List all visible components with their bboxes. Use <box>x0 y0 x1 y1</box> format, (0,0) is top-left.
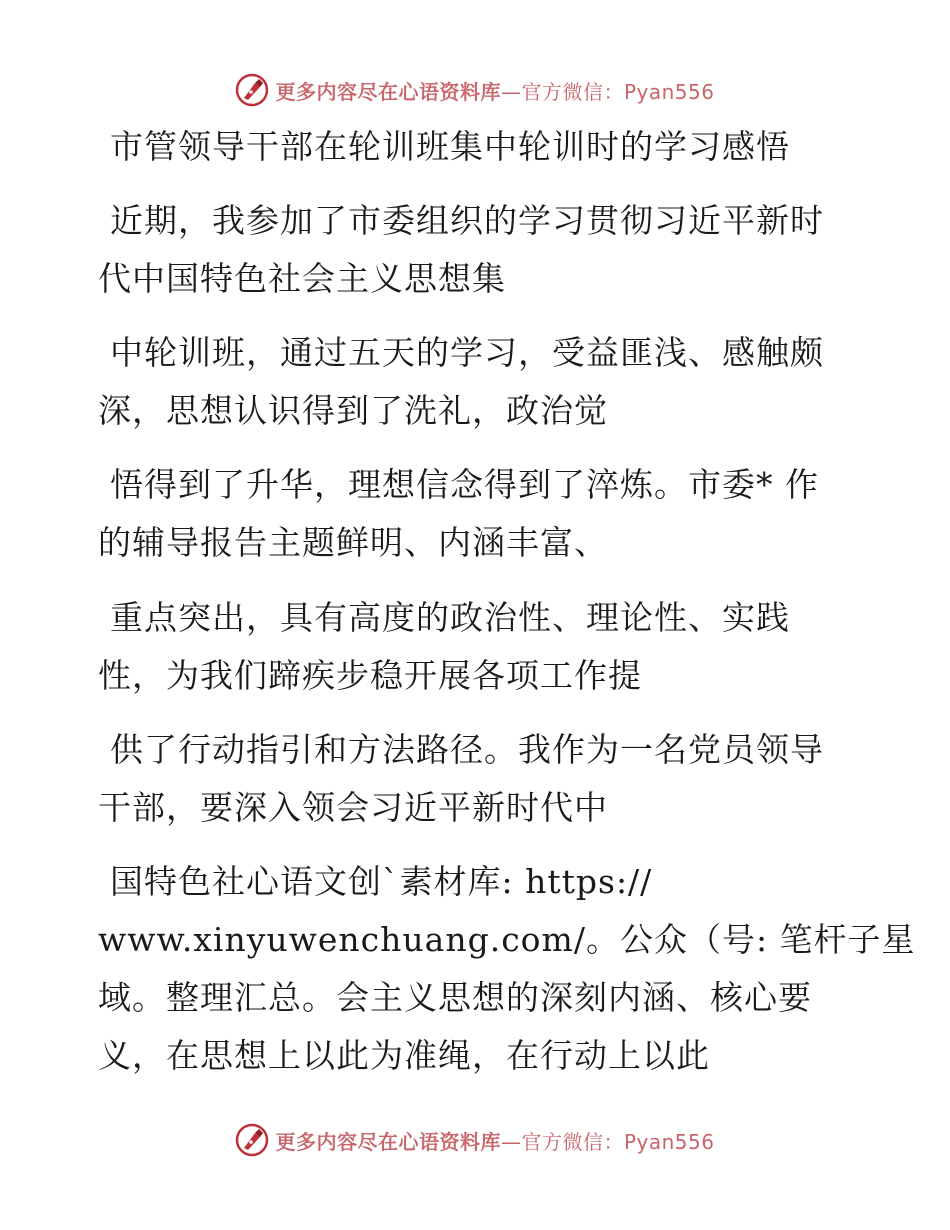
paragraph-line: 重点突出，具有高度的政治性、理论性、实践 <box>110 598 790 637</box>
paragraph-line: 的辅导报告主题鲜明、内涵丰富、 <box>98 523 608 562</box>
paragraph-line: 悟得到了升华，理想信念得到了淬炼。市委* 作 <box>110 465 819 504</box>
paragraph-line: 域。整理汇总。会主义思想的深刻内涵、核心要 <box>98 978 812 1017</box>
paragraph-line: 深，思想认识得到了洗礼，政治觉 <box>98 391 608 430</box>
document-title: 市管领导干部在轮训班集中轮训时的学习感悟 <box>110 127 790 166</box>
banner-suffix-text: —官方微信：Pyan556 <box>500 1129 715 1154</box>
paragraph-line: 干部，要深入领会习近平新时代中 <box>98 788 608 827</box>
paragraph-line: www.xinyuwenchuang.com/。公众（号: 笔杆子星 <box>98 920 916 959</box>
banner-brand-text: 更多内容尽在心语资料库 <box>275 1129 501 1154</box>
paragraph-line: 供了行动指引和方法路径。我作为一名党员领导 <box>110 730 824 769</box>
footer-banner <box>0 1118 950 1162</box>
paragraph-line: 国特色社心语文创`素材库: https:// <box>110 862 653 901</box>
paragraph-line: 近期，我参加了市委组织的学习贯彻习近平新时 <box>110 201 824 240</box>
header-banner <box>0 68 950 112</box>
banner-suffix-text: —官方微信：Pyan556 <box>500 79 715 104</box>
paragraph-line: 代中国特色社会主义思想集 <box>98 259 506 298</box>
paragraph-line: 性，为我们蹄疾步稳开展各项工作提 <box>98 656 642 695</box>
pen-nib-logo-icon <box>235 73 269 107</box>
paragraph-line: 义，在思想上以此为准绳，在行动上以此 <box>98 1036 710 1075</box>
pen-nib-logo-icon <box>235 1123 269 1157</box>
paragraph-line: 中轮训班，通过五天的学习，受益匪浅、感触颇 <box>110 333 824 372</box>
banner-brand-text: 更多内容尽在心语资料库 <box>275 79 501 104</box>
